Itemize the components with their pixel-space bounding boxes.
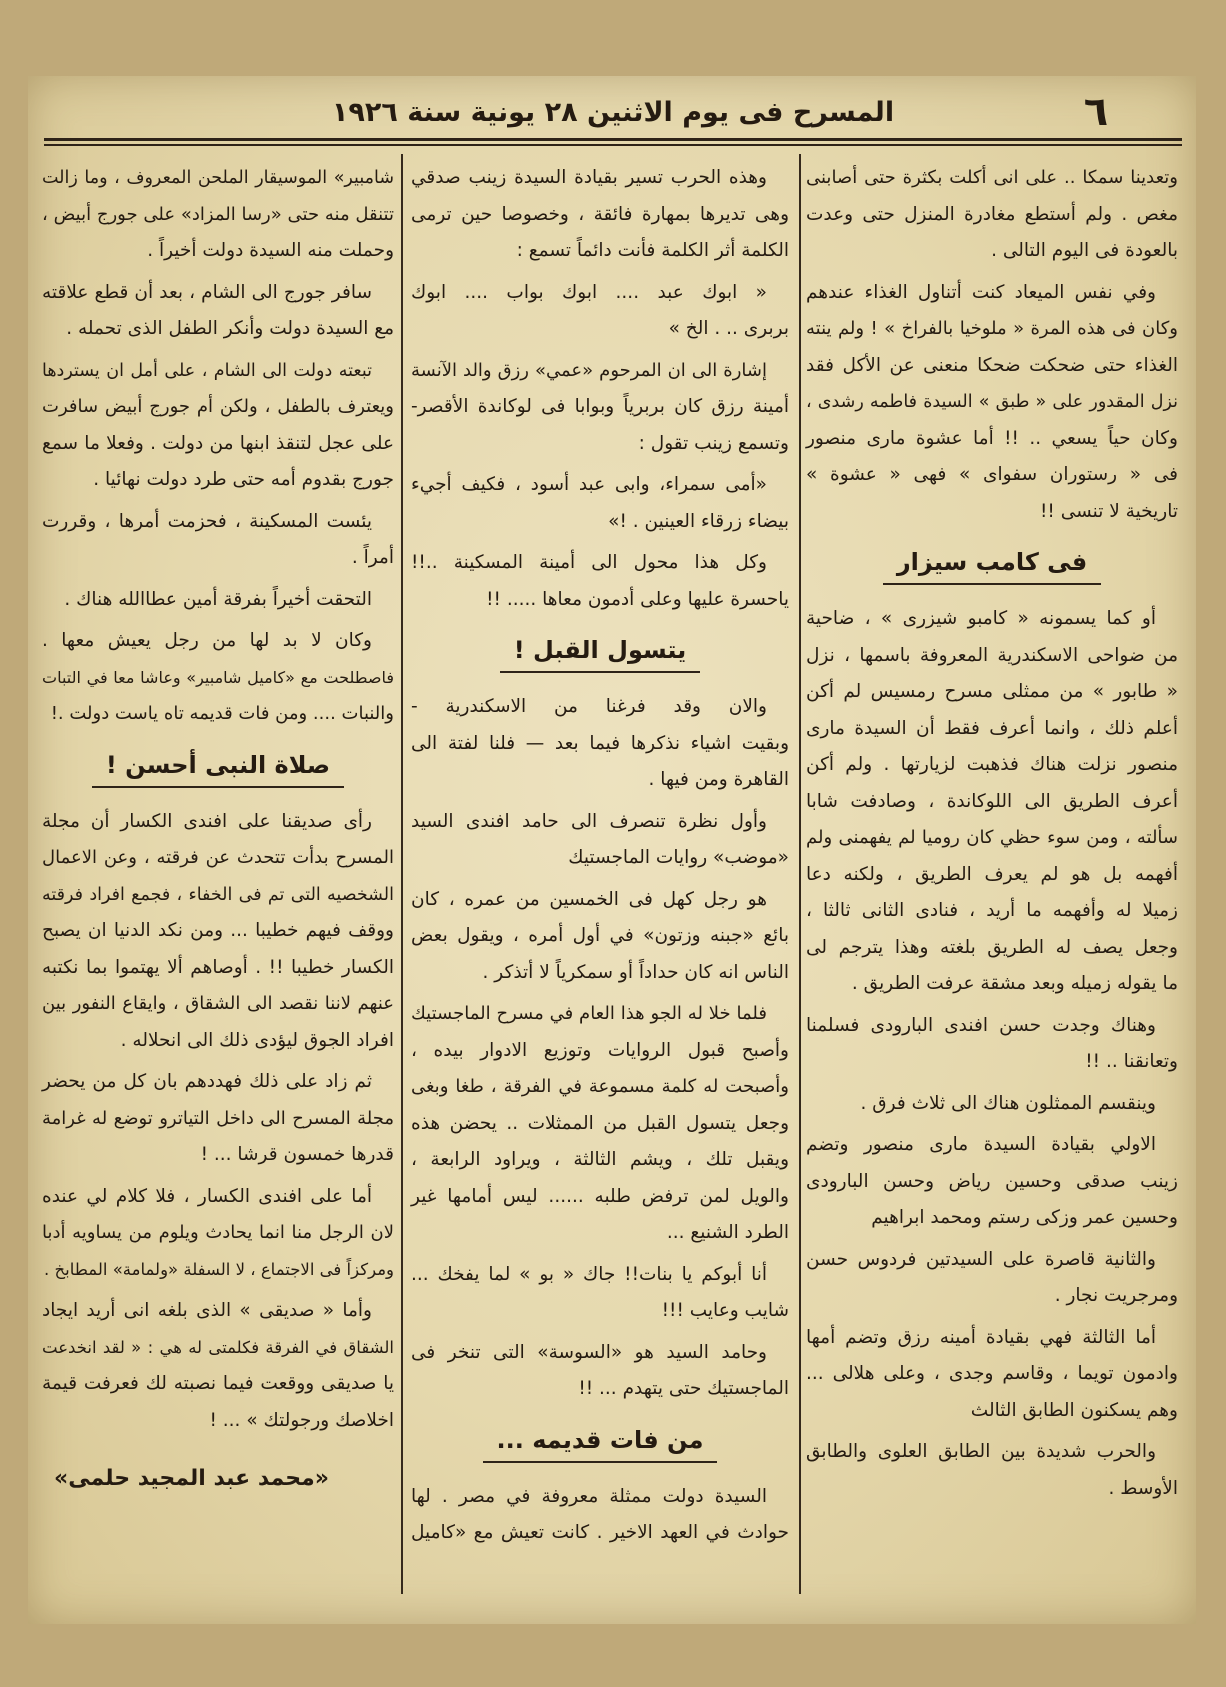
text-line: وفي نفس الميعاد كنت أتناول الغذاء عندهم	[806, 281, 1156, 303]
text-line: وحسين عمر وزكى رستم ومحمد ابراهيم	[871, 1207, 1178, 1228]
text-line: الكلمة أثر الكلمة فأنت دائماً تسمع :	[516, 240, 789, 261]
text-line: نزل المقدور على « طبق » السيدة فاطمه رشدى ،	[806, 392, 1178, 412]
text-line: وتعدينا سمكا .. على انى أكلت بكثرة حتى أصابنى	[806, 167, 1178, 188]
text-line: ويعترف بالطفل ، ولكن أم جورج أبيض سافرت	[42, 396, 394, 417]
text-line: أمينة رزق كان بربرياً وبوابا فى لوكاندة الأقصر-	[411, 396, 789, 417]
text-line: رأى صديقنا على افندى الكسار أن مجلة	[42, 810, 372, 832]
text-line: والان وقد فرغنا من الاسكندرية -	[411, 696, 767, 717]
paragraph	[42, 804, 394, 1060]
text-line: والويل لمن ترفض طلبه ...... ليس أمامها غير	[411, 1185, 789, 1207]
text-line: الشخصيه التى تم فى الخفاء ، فجمع افراد فرقته	[42, 884, 394, 905]
paragraph	[806, 1434, 1178, 1507]
text-line: أفهمه بل هو لم يعرف الطريق ، ولكنه دعا	[806, 863, 1178, 885]
text-line: وكان فى هذه المرة « ملوخيا بالفراخ » ! ولم ينته	[806, 318, 1178, 339]
text-line: ثم زاد على ذلك فهددهم بان كل من يحضر	[42, 1071, 372, 1092]
paragraph	[42, 623, 394, 733]
section-heading-text: صلاة النبى أحسن !	[92, 748, 344, 788]
text-line: على عجل لتنقذ ابنها من دولت . وفعلا ما سمع	[42, 432, 394, 454]
paragraph	[42, 582, 394, 619]
text-line: افراد الجوق ليؤدى ذلك الى انحلاله .	[120, 1029, 394, 1051]
text-line: وكل هذا محول الى أمينة المسكينة ..!!	[411, 552, 767, 573]
author-name: «محمد عبد المجيد حلمى»	[54, 1465, 329, 1491]
text-line: ومرجريت نجار .	[1054, 1285, 1178, 1306]
text-line: هو رجل كهل فى الخمسين من عمره ، كان	[411, 888, 767, 910]
text-line: بربرى .. . الخ »	[668, 318, 789, 339]
text-line: ويقبل تلك ، ويشم الثالثة ، ويراود الرابعة ،	[411, 1149, 789, 1170]
text-line: أنا أبوكم يا بنات!! جاك « بو » لما يفخك ...	[411, 1263, 767, 1285]
text-line: وتعانقنا .. !!	[1085, 1051, 1178, 1072]
text-line: التحقت أخيراً بفرقة أمين عطاالله هناك .	[64, 588, 372, 610]
article-column-middle	[411, 160, 789, 1552]
paragraph	[411, 804, 789, 877]
text-line: وهناك وجدت حسن افندى البارودى فسلمنا	[806, 1014, 1156, 1036]
column-rule	[799, 154, 801, 1594]
paragraph	[411, 1479, 789, 1552]
text-line: بالعودة فى اليوم التالى .	[991, 240, 1178, 261]
text-line: فلما خلا له الجو هذا العام في مسرح الماجستيك	[411, 1003, 767, 1024]
text-line: وجعل يصف له الطريق بلغته وهذا يترجم لى	[806, 936, 1178, 958]
text-line: أمراً .	[351, 547, 394, 568]
paragraph	[806, 1086, 1178, 1123]
paragraph	[411, 996, 789, 1252]
text-line: وأصبح قبول الروايات وتوزيع الادوار بيده ،	[411, 1039, 789, 1061]
text-line: أما على افندى الكسار ، فلا كلام لي عنده	[42, 1185, 372, 1207]
article-column-right	[806, 160, 1178, 1507]
text-line: عنهم لاننا نقصد الى الشقاق ، وايقاع النفور بين	[42, 993, 394, 1014]
text-line: أما الثالثة فهي بقيادة أمينه رزق وتضم أمها	[806, 1326, 1156, 1348]
paragraph	[411, 882, 789, 992]
text-line: إشارة الى ان المرحوم «عمي» رزق والد الآنسة	[411, 359, 767, 381]
text-line: مع السيدة دولت وأنكر الطفل الذى تحمله .	[66, 318, 394, 339]
text-line: قدرها خمسون قرشا ... !	[200, 1144, 394, 1165]
text-line: « طابور » من ممثلى مسرح رمسيس لم أكن	[806, 681, 1178, 702]
text-line: والثانية قاصرة على السيدتين فردوس حسن	[806, 1248, 1156, 1270]
paragraph	[411, 689, 789, 799]
paragraph	[806, 1127, 1178, 1237]
text-line: بائع «جبنه وزتون» في أول أمره ، ويقول بعض	[411, 925, 789, 946]
paragraph	[411, 160, 789, 270]
text-line: ومركزاً فى الاجتماع ، لا السفلة «ولمامة» المطابخ .	[44, 1259, 394, 1279]
text-line: تبعته دولت الى الشام ، على أمل ان يستردها	[42, 360, 372, 381]
text-line: وينقسم الممثلون هناك الى ثلاث فرق .	[860, 1092, 1156, 1114]
text-line: الكسار خطيبا !! . أوصاهم ألا يهتموا بما نكتبه	[42, 956, 394, 978]
text-line: الناس انه كان حداداً أو سمكرياً لا أتذكر .	[482, 961, 789, 983]
section-heading-text: من فات قديمه ...	[483, 1423, 718, 1463]
page-title: المسرح فى يوم الاثنين ٢٨ يونية سنة ١٩٢٦	[331, 97, 895, 128]
text-line: شامبير» الموسيقار الملحن المعروف ، وما زالت	[42, 168, 394, 188]
section-heading	[806, 534, 1178, 596]
text-line: تتنقل منه حتى «رسا المزاد» على جورج أبيض ،	[42, 203, 394, 225]
text-line: وهذه الحرب تسير بقيادة السيدة زينب صدقي	[411, 167, 767, 188]
text-line: مغص . ولم أستطع مغادرة المنزل حتى وعدت	[806, 203, 1178, 225]
text-line: الماجستيك حتى يتهدم ... !!	[578, 1378, 789, 1399]
text-line: والحرب شديدة بين الطابق العلوى والطابق	[806, 1441, 1156, 1462]
author-signature	[42, 1443, 394, 1513]
section-heading	[42, 737, 394, 799]
article-column-left	[42, 160, 394, 1513]
text-line: «موضب» روايات الماجستيك	[568, 847, 789, 868]
paragraph	[411, 275, 789, 348]
text-line: وجعل يتسول القبل من الممثلات .. يحضن هذه	[411, 1112, 789, 1134]
text-line: أعرف الطريق الى اللوكاندة ، وصادفت شابا	[806, 790, 1178, 812]
paragraph	[42, 1064, 394, 1174]
text-line: السيدة دولت ممثلة معروفة في مصر . لها	[411, 1485, 767, 1507]
text-line: اخلاصك ورجولتك » ... !	[209, 1409, 394, 1431]
section-heading-text: فى كامب سيزار	[883, 545, 1101, 585]
page-number: ٦	[1083, 89, 1109, 135]
text-line: حوادث في العهد الاخير . كانت تعيش مع «كاميل	[411, 1522, 789, 1543]
text-line: وكان حياً يسعي .. !! أما عشوة مارى منصور	[806, 427, 1178, 449]
text-line: ياحسرة عليها وعلى أدمون معاها ..... !!	[486, 588, 789, 610]
text-line: بيضاء زرقاء العينين . !»	[608, 510, 789, 532]
text-line: الأوسط .	[1108, 1477, 1178, 1499]
text-line: مجلة المسرح الى داخل التياترو توضع له غرامة	[42, 1107, 394, 1129]
text-line: فى « رستوران سفواى » فهى « عشوة »	[806, 464, 1178, 485]
text-line: وادمون تويما ، وقاسم وجدى ، وعلى هلالى ...	[806, 1363, 1178, 1384]
section-heading-text: يتسول القبل !	[500, 633, 701, 673]
paragraph	[42, 1179, 394, 1289]
text-line: لان الرجل منا انما يحادث ويلوم من يساويه أدبا	[42, 1222, 394, 1243]
paragraph	[411, 545, 789, 618]
text-line: القاهرة ومن فيها .	[648, 769, 789, 790]
text-line: تاريخية لا تنسى !!	[1040, 500, 1178, 522]
paragraph	[411, 1257, 789, 1330]
text-line: يا صديقى ووقعت فيما نصبته لك فعرفت قيمة	[42, 1373, 394, 1394]
text-line: الغذاء حتى ضحكت ضحكا منعنى عن الأكل فقد	[806, 354, 1178, 376]
header-rule	[44, 138, 1182, 146]
text-line: وأصبحت له كلمة مسموعة في الفرقة ، طغا وبغى	[411, 1076, 789, 1097]
text-line: وهى تديرها بمهارة فائقة ، وخصوصا حين ترمى	[411, 203, 789, 225]
text-line: سافر جورج الى الشام ، بعد أن قطع علاقته	[42, 281, 372, 303]
text-line: أعلم ذلك ، وانما أعرف فقط أن السيدة مارى	[806, 717, 1178, 739]
text-line: الطرد الشنيع ...	[666, 1222, 789, 1243]
paragraph	[42, 275, 394, 348]
text-line: وأول نظرة تنصرف الى حامد افندى السيد	[411, 810, 767, 832]
paragraph	[806, 160, 1178, 270]
text-line: شايب وعايب !!!	[661, 1300, 789, 1321]
column-rule	[401, 154, 403, 1594]
text-line: وأما « صديقى » الذى بلغه انى أريد ايجاد	[42, 1300, 372, 1321]
text-line: والنبات .... ومن فات قديمه تاه ياست دولت .!	[50, 703, 394, 724]
section-heading	[411, 1412, 789, 1474]
paragraph	[806, 1008, 1178, 1081]
text-line: زينب صدقى وحسين رياض وحسن البارودى	[806, 1170, 1178, 1192]
paragraph	[42, 160, 394, 270]
text-line: وتسمع زينب تقول :	[638, 432, 789, 454]
paragraph	[806, 275, 1178, 531]
paragraph	[411, 1335, 789, 1408]
paragraph	[806, 1320, 1178, 1430]
paragraph	[411, 467, 789, 540]
text-line: المسرح بدأت تتحدث عن فرقته ، وعن الاعمال	[42, 847, 394, 868]
text-line: وحملت منه السيدة دولت أخيراً .	[147, 240, 394, 261]
text-line: وكان لا بد لها من رجل يعيش معها .	[42, 630, 372, 651]
text-line: «أمى سمراء، وابى عبد أسود ، فكيف أجيء	[411, 474, 767, 495]
text-line: فاصطلحت مع «كاميل شامبير» وعاشا معا في التبات	[42, 667, 394, 687]
text-line: الشقاق في الفرقة فكلمتى له هي : « لقد انخدعت	[42, 1337, 394, 1357]
section-heading	[411, 622, 789, 684]
paragraph	[42, 353, 394, 499]
text-line: يئست المسكينة ، فحزمت أمرها ، وقررت	[42, 510, 372, 532]
text-line: أو كما يسمونه « كامبو شيزرى » ، ضاحية	[806, 608, 1156, 629]
text-line: من ضواحى الاسكندرية المعروفة باسمها ، نزل	[806, 644, 1178, 666]
text-line: وحامد السيد هو «السوسة» التى تنخر فى	[411, 1341, 767, 1363]
text-line: « ابوك عبد .... ابوك بواب .... ابوك	[411, 281, 767, 303]
text-line: جورج بقدوم أمه حتى طرد دولت نهائيا .	[93, 469, 394, 490]
text-line: وهم يسكنون الطابق الثالث	[970, 1399, 1178, 1421]
text-line: سألته ، ومن سوء حظي كان روميا لم يفهمنى ولم	[806, 827, 1178, 848]
text-line: وبقيت اشياء نذكرها فيما بعد — فلنا لفتة الى	[411, 732, 789, 754]
text-line: ووقف فيهم خطيبا ... ومن نكد الدنيا ان يصبح	[42, 920, 394, 941]
paragraph	[411, 353, 789, 463]
paragraph	[42, 1293, 394, 1439]
text-line: زميلا له وأفهمه ما أريد ، فنادى الثانى ثالثا ،	[806, 900, 1178, 921]
paragraph	[806, 1242, 1178, 1315]
paragraph	[42, 504, 394, 577]
paragraph	[806, 601, 1178, 1003]
text-line: منصور نزلت هناك فذهبت لزيارتها . ولم أكن	[806, 754, 1178, 775]
text-line: ما يقوله زميله وبعد مشقة عرفت الطريق .	[851, 973, 1178, 994]
text-line: الاولي بقيادة السيدة مارى منصور وتضم	[806, 1134, 1156, 1155]
